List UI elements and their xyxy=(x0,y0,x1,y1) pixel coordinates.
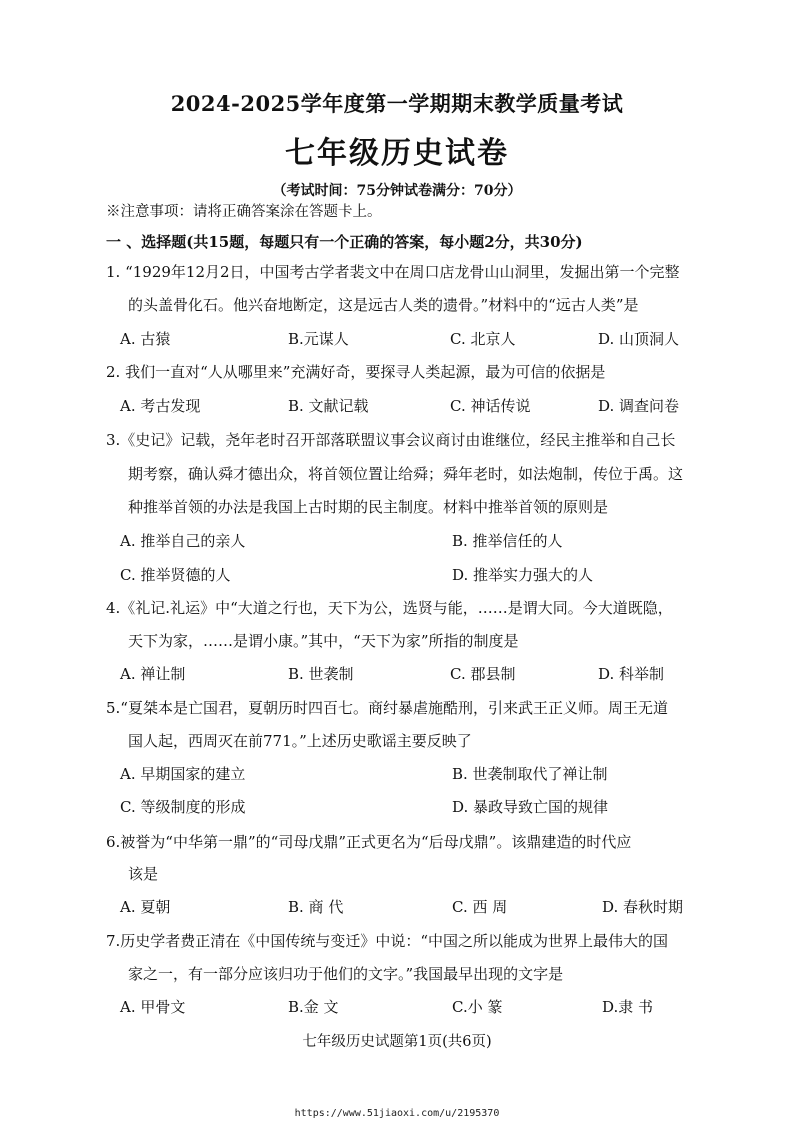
option-c: C.小 篆 xyxy=(452,998,503,1016)
option-b: B.金 文 xyxy=(288,998,339,1016)
option-a: A. 夏朝 xyxy=(120,898,171,916)
option-b: B. 文献记载 xyxy=(288,397,369,415)
option-c: C. 北京人 xyxy=(450,330,516,348)
option-b: B. 商 代 xyxy=(288,898,344,916)
question-text: 1. “1929年12月2日，中国考古学者裴文中在周口店龙骨山山洞里，发掘出第一个完整 xyxy=(106,263,680,281)
option-d: D. 调查问卷 xyxy=(598,397,680,415)
option-a: A. 推举自己的亲人 xyxy=(120,532,246,550)
question-text: 2. 我们一直对“人从哪里来”充满好奇，要探寻人类起源，最为可信的依据是 xyxy=(106,363,606,381)
option-c: C. 推举贤德的人 xyxy=(120,566,231,584)
option-d: D. 春秋时期 xyxy=(602,898,684,916)
option-d: D. 暴政导致亡国的规律 xyxy=(452,798,609,816)
question-text: 天下为家，……是谓小康。”其中，“天下为家”所指的制度是 xyxy=(128,632,519,650)
question-text: 期考察，确认舜才德出众，将首领位置让给舜；舜年老时，如法炮制，传位于禹。这 xyxy=(128,465,684,483)
question-text: 5.“夏桀本是亡国君，夏朝历时四百七。商纣暴虐施酷刑，引来武王正义师。周王无道 xyxy=(106,699,668,717)
option-a: A. 禅让制 xyxy=(120,665,186,683)
option-b: B. 世袭制取代了禅让制 xyxy=(452,765,608,783)
option-d: D.隶 书 xyxy=(602,998,654,1016)
question-text: 4.《礼记.礼运》中“大道之行也，天下为公，选贤与能，……是谓大同。今大道既隐， xyxy=(106,599,673,617)
option-a: A. 考古发现 xyxy=(120,397,201,415)
option-c: C. 等级制度的形成 xyxy=(120,798,246,816)
option-c: C. 神话传说 xyxy=(450,397,531,415)
option-b: B. 推举信任的人 xyxy=(452,532,563,550)
exam-title: 2024-2025学年度第一学期期末教学质量考试 xyxy=(170,91,624,116)
option-c: C. 西 周 xyxy=(452,898,508,916)
question-text: 家之一，有一部分应该归功于他们的文字。”我国最早出现的文字是 xyxy=(128,965,564,983)
option-d: D. 推举实力强大的人 xyxy=(452,566,594,584)
question-text: 6.被誉为“中华第一鼎”的“司母戊鼎”正式更名为“后母戊鼎”。该鼎建造的时代应 xyxy=(106,833,632,851)
question-text: 3.《史记》记载，尧年老时召开部落联盟议事会议商讨由谁继位，经民主推举和自己长 xyxy=(106,431,676,449)
question-text: 种推举首领的办法是我国上古时期的民主制度。材料中推举首领的原则是 xyxy=(128,498,609,516)
option-a: A. 早期国家的建立 xyxy=(120,765,246,783)
option-b: B. 世袭制 xyxy=(288,665,354,683)
option-a: A. 古猿 xyxy=(120,330,171,348)
watermark-url: https://www.51jiaoxi.com/u/2195370 xyxy=(294,1108,500,1119)
question-text: 的头盖骨化石。他兴奋地断定，这是远古人类的遗骨。”材料中的“远古人类”是 xyxy=(128,296,639,314)
question-text: 国人起，西周灭在前771。”上述历史歌谣主要反映了 xyxy=(128,732,472,750)
option-c: C. 郡县制 xyxy=(450,665,516,683)
option-d: D. 山顶洞人 xyxy=(598,330,680,348)
option-a: A. 甲骨文 xyxy=(120,998,186,1016)
exam-info: （考试时间：75分钟试卷满分：70分） xyxy=(272,183,522,199)
subject-title: 七年级历史试卷 xyxy=(285,136,509,171)
notice: ※注意事项：请将正确答案涂在答题卡上。 xyxy=(106,204,382,220)
page-footer: 七年级历史试题第1页(共6页) xyxy=(302,1034,492,1050)
option-b: B.元谋人 xyxy=(288,330,349,348)
question-text: 该是 xyxy=(128,865,159,883)
option-d: D. 科举制 xyxy=(598,665,665,683)
question-text: 7.历史学者费正清在《中国传统与变迁》中说：“中国之所以能成为世界上最伟大的国 xyxy=(106,932,668,950)
section-heading: 一 、选择题(共15题，每题只有一个正确的答案，每小题2分，共30分) xyxy=(106,233,583,251)
